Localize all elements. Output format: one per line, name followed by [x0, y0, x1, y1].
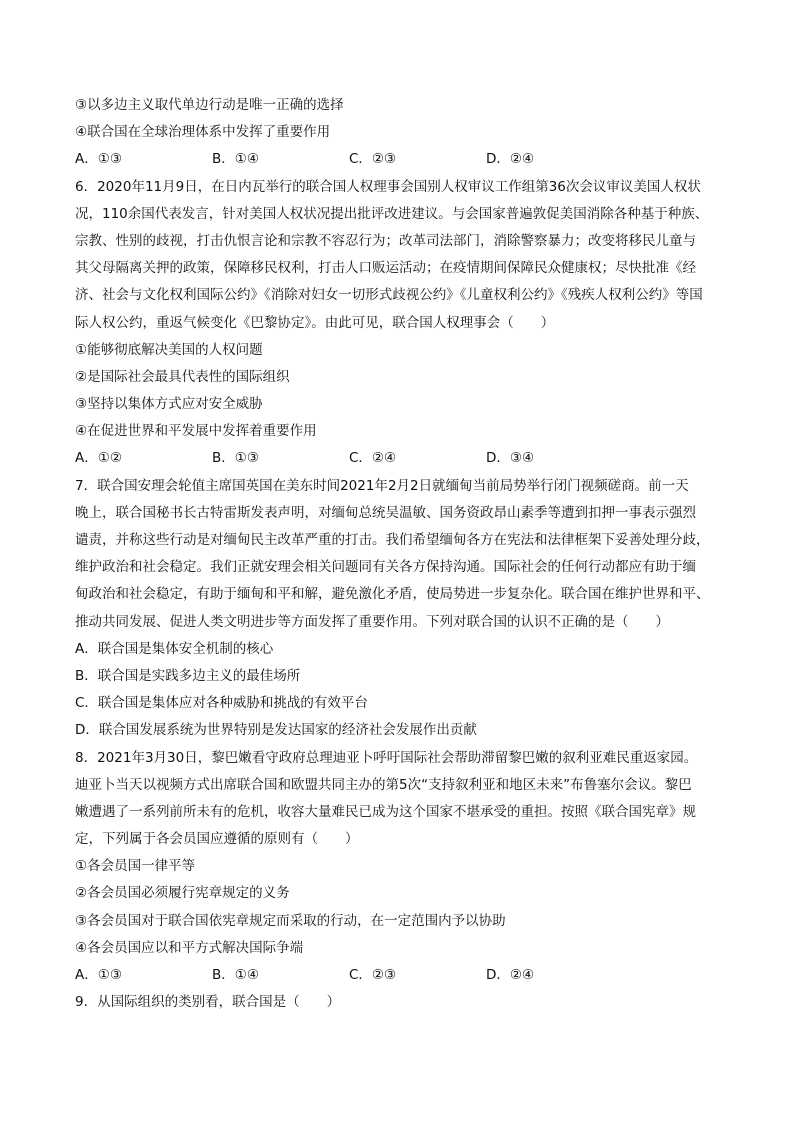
- question-text-line: 6．2020年11月9日，在日内瓦举行的联合国人权理事会国别人权审议工作组第36次会议审议美国人权状: [75, 178, 701, 195]
- option-c: C．②④: [349, 450, 397, 467]
- question-6: [75, 174, 720, 473]
- question-text-line: 定，下列属于各会员国应遵循的原则有（ ）: [75, 831, 359, 848]
- choice-c: C．联合国是集体应对各种威胁和挑战的有效平台: [75, 695, 368, 712]
- question-text-line: 谴责，并称这些行动是对缅甸民主改革严重的打击。我们希望缅甸各方在宪法和法律框架下妥善处理分歧，: [75, 532, 710, 548]
- answer-options: [75, 962, 720, 989]
- statement-item: ③各会员国对于联合国依宪章规定而采取的行动，在一定范围内予以协助: [75, 912, 506, 929]
- statement-item: ④在促进世界和平发展中发挥着重要作用: [75, 423, 317, 440]
- option-a: A．①②: [75, 450, 122, 467]
- question-text-line: 维护政治和社会稳定。我们正就安理会相关问题同有关各方保持沟通。国际社会的任何行动都应有助于缅: [75, 559, 696, 576]
- option-b: B．①③: [212, 450, 259, 467]
- question-text-line: 晚上，联合国秘书长古特雷斯发表声明，对缅甸总统吴温敏、国务资政昂山素季等遭到扣押一事表示强烈: [75, 504, 696, 521]
- choice-b: B．联合国是实践多边主义的最佳场所: [75, 667, 301, 684]
- option-d: D．③④: [486, 450, 535, 467]
- question-text-line: 际人权公约，重返气候变化《巴黎协定》。由此可见，联合国人权理事会（ ）: [75, 314, 555, 331]
- statement-item: ②是国际社会最具代表性的国际组织: [75, 368, 290, 385]
- statement-item: ③坚持以集体方式应对安全威胁: [75, 396, 263, 413]
- question-text-line: 济、社会与文化权利国际公约》《消除对妇女一切形式歧视公约》《儿童权利公约》《残疾人权利公约》等国: [75, 287, 703, 304]
- question-text-line: 9．从国际组织的类别看，联合国是（ ）: [75, 994, 341, 1011]
- question-text-line: 迪亚卜当天以视频方式出席联合国和欧盟共同主办的第5次“支持叙利亚和地区未来”布鲁塞尔会议。黎巴: [75, 776, 692, 793]
- question-text-line: 甸政治和社会稳定，有助于缅甸和平和解，避免激化矛盾，使局势进一步复杂化。联合国在维护世界和平、: [75, 586, 710, 603]
- question-9: [75, 989, 720, 1016]
- option-d: D．②④: [486, 151, 535, 168]
- question-text-line: 宗教、性别的歧视，打击仇恨言论和宗教不容忍行为；改革司法部门，消除警察暴力；改变将移民儿童与: [75, 232, 696, 249]
- statement-item: ③以多边主义取代单边行动是唯一正确的选择: [75, 97, 344, 113]
- question-text-line: 嫩遭遇了一系列前所未有的危机，收容大量难民已成为这个国家不堪承受的重担。按照《联合国宪章》规: [75, 803, 696, 820]
- question-7: [75, 473, 720, 745]
- choice-a: A．联合国是集体安全机制的核心: [75, 640, 274, 657]
- document-page: [75, 92, 720, 1016]
- option-a: A．①③: [75, 967, 122, 983]
- choice-d: D．联合国发展系统为世界特别是发达国家的经济社会发展作出贡献: [75, 722, 477, 739]
- question-text-line: 推动共同发展、促进人类文明进步等方面发挥了重要作用。下列对联合国的认识不正确的是（ ）: [75, 613, 669, 630]
- question-8: [75, 745, 720, 990]
- statement-item: ②各会员国必须履行宪章规定的义务: [75, 885, 290, 902]
- answer-options: [75, 146, 720, 173]
- statement-item: ④联合国在全球治理体系中发挥了重要作用: [75, 124, 331, 141]
- statement-item: ①各会员国一律平等: [75, 858, 196, 875]
- statement-item: ④各会员国应以和平方式解决国际争端: [75, 939, 304, 956]
- question-text-line: 其父母隔离关押的政策，保障移民权利，打击人口贩运活动；在疫情期间保障民众健康权；尽快批准《经: [75, 260, 696, 277]
- option-c: C．②③: [349, 151, 397, 168]
- question-text-line: 况，110余国代表发言，针对美国人权状况提出批评改进建议。与会国家普遍敦促美国消除各种基于种族、: [75, 205, 709, 222]
- option-b: B．①④: [212, 967, 259, 983]
- question-text-line: 8．2021年3月30日，黎巴嫩看守政府总理迪亚卜呼吁国际社会帮助滞留黎巴嫩的叙利亚难民重返家园。: [75, 749, 698, 766]
- option-c: C．②③: [349, 967, 397, 983]
- option-b: B．①④: [212, 151, 259, 168]
- option-d: D．②④: [486, 967, 535, 983]
- answer-options: [75, 445, 720, 472]
- question-text-line: 7．联合国安理会轮值主席国英国在美东时间2021年2月2日就缅甸当前局势举行闭门视频磋商。前一天: [75, 477, 689, 494]
- statement-item: ①能够彻底解决美国的人权问题: [75, 341, 263, 358]
- option-a: A．①③: [75, 151, 122, 168]
